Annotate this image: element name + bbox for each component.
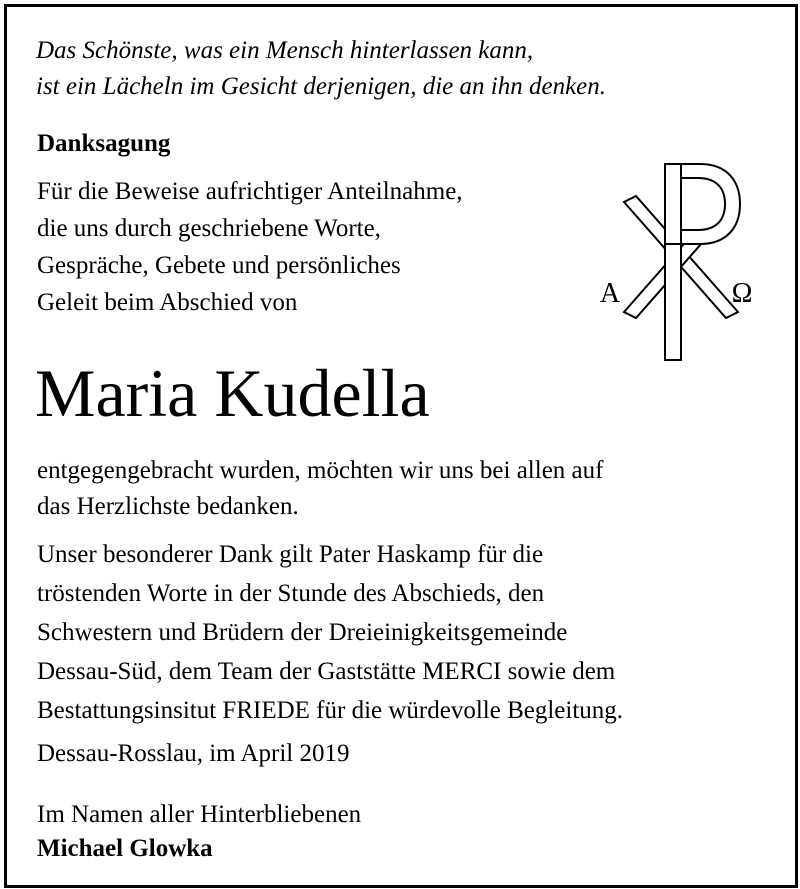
paragraph2-line-5: Bestattungsinsitut FRIEDE für die würdevolle Begleitung. xyxy=(37,697,624,724)
omega-letter: Ω xyxy=(731,278,753,309)
deceased-name: Maria Kudella xyxy=(35,355,430,431)
paragraph1-line-1: entgegengebracht wurden, möchten wir uns bei allen auf xyxy=(37,457,604,484)
alpha-letter: A xyxy=(599,278,621,309)
paragraph2-line-3: Schwestern und Brüdern der Dreieinigkeitsgemeinde xyxy=(37,619,568,646)
paragraph2-line-4: Dessau-Süd, dem Team der Gaststätte MERCI sowie dem xyxy=(37,658,616,685)
intro-text xyxy=(37,173,463,321)
intro-line-2: die uns durch geschriebene Worte, xyxy=(37,215,381,242)
paragraph2-line-1: Unser besonderer Dank gilt Pater Haskamp für die xyxy=(37,541,544,568)
family-signature xyxy=(37,798,361,866)
family-line: Im Namen aller Hinterbliebenen xyxy=(37,801,362,828)
memorial-quote xyxy=(36,33,606,105)
obituary-notice xyxy=(4,4,798,888)
signer-name: Michael Glowka xyxy=(37,835,213,862)
paragraph2-line-2: tröstenden Worte in der Stunde des Abschieds, den xyxy=(37,580,545,607)
thanks-paragraph-1 xyxy=(37,453,603,525)
intro-line-3: Gespräche, Gebete und persönliches xyxy=(37,252,401,279)
heading-danksagung: Danksagung xyxy=(37,130,171,157)
paragraph1-line-2: das Herzlichste bedanken. xyxy=(37,493,299,520)
quote-line-2: ist ein Lächeln im Gesicht derjenigen, die an ihn denken. xyxy=(36,73,607,100)
place-date: Dessau-Rosslau, im April 2019 xyxy=(37,740,350,767)
chi-rho-alpha-omega-icon xyxy=(582,152,772,367)
intro-line-4: Geleit beim Abschied von xyxy=(37,289,298,316)
intro-line-1: Für die Beweise aufrichtiger Anteilnahme, xyxy=(37,178,463,205)
quote-line-1: Das Schönste, was ein Mensch hinterlassen kann, xyxy=(36,37,534,64)
thanks-paragraph-2 xyxy=(37,535,623,730)
